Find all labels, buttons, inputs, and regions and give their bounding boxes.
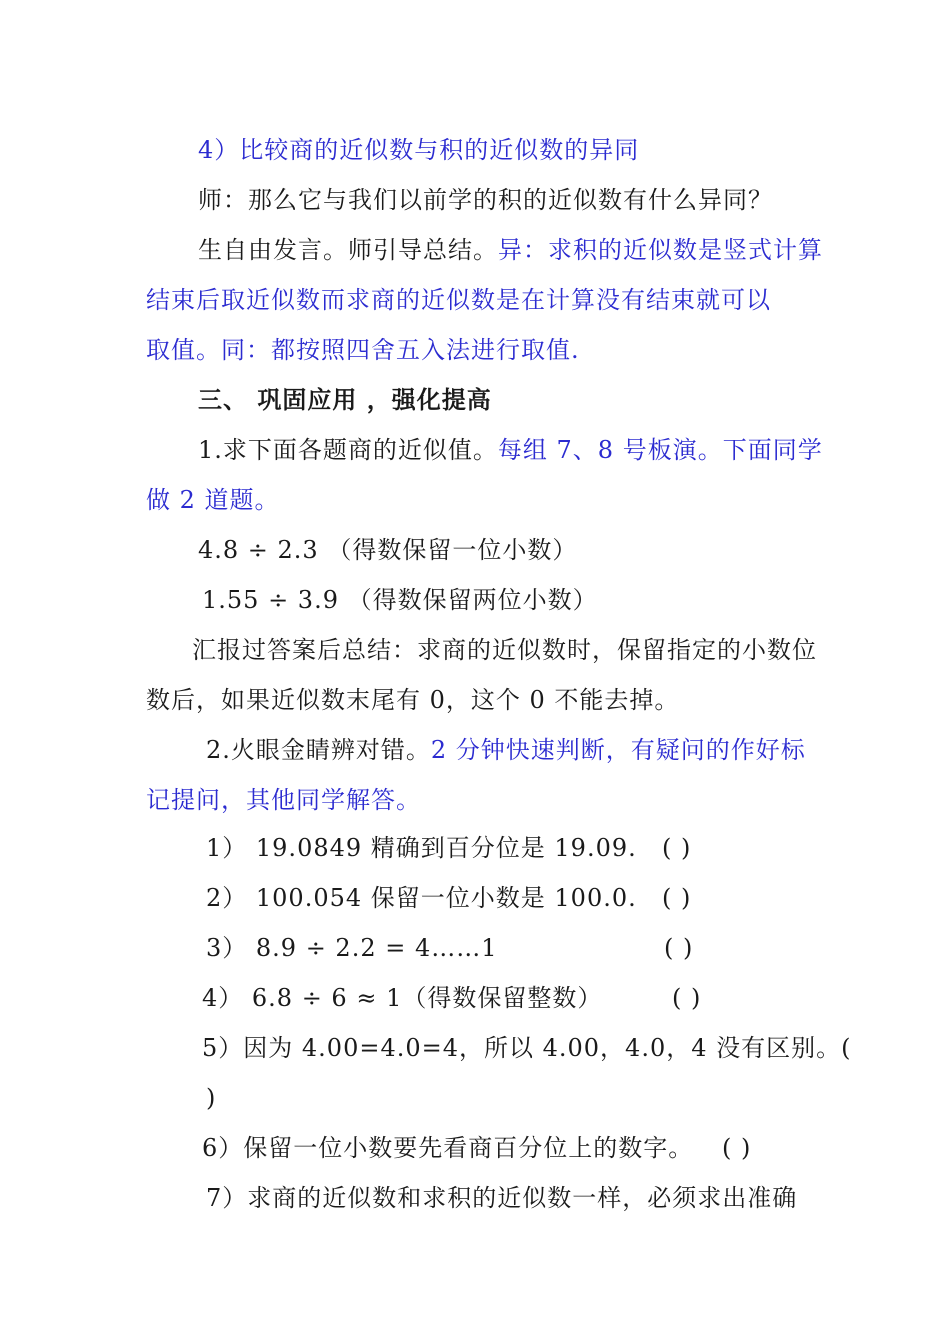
section-item-4: 4）比较商的近似数与积的近似数的异同 [198,136,640,164]
judgment-answer-4: ( ) [672,984,702,1012]
exercise-2-prompt: 2.火眼金睛辨对错。 [206,736,431,764]
student-discussion [198,234,823,266]
judgment-item-5: 5）因为 4.00=4.0=4，所以 4.00，4.0，4 没有区别。( [202,1034,852,1062]
report-summary: 汇报过答案后总结：求商的近似数时，保留指定的小数位 [192,636,817,664]
report-summary-cont: 数后，如果近似数末尾有 0，这个 0 不能去掉。 [146,686,680,714]
teacher-question: 师：那么它与我们以前学的积的近似数有什么异同？ [198,186,773,214]
judgment-item-4: 4） 6.8 ÷ 6 ≈ 1（得数保留整数） [202,984,603,1012]
exercise-1 [198,434,823,466]
exercise-1-note-cont: 做 2 道题。 [146,486,280,514]
judgment-answer-2: ( ) [662,884,692,912]
judgment-item-7: 7）求商的近似数和求积的近似数一样，必须求出准确 [206,1184,798,1212]
judgment-item-3: 3） 8.9 ÷ 2.2 = 4……1 [206,934,498,962]
section-heading: 三、 巩固应用 ，强化提高 [198,386,492,414]
student-discussion-intro: 生自由发言。师引导总结。 [198,236,498,264]
difference-summary-cont: 结束后取近似数而求商的近似数是在计算没有结束就可以 [146,286,771,314]
exercise-2-note: 2 分钟快速判断，有疑问的作好标 [430,736,806,764]
judgment-answer-6: ( ) [722,1134,752,1162]
exercise-2-note-cont: 记提问，其他同学解答。 [146,786,421,814]
judgment-item-1: 1） 19.0849 精确到百分位是 19.09. [206,834,637,862]
judgment-item-2: 2） 100.054 保留一位小数是 100.0. [206,884,637,912]
exercise-2 [206,734,806,766]
exercise-1-prompt: 1.求下面各题商的近似值。 [198,436,498,464]
division-problem-1: 4.8 ÷ 2.3 （得数保留一位小数） [198,536,578,564]
division-problem-2: 1.55 ÷ 3.9 （得数保留两位小数） [202,586,598,614]
difference-summary: 异：求积的近似数是竖式计算 [498,236,823,264]
judgment-item-5-cont: ) [206,1084,217,1112]
exercise-1-note: 每组 7、8 号板演。下面同学 [497,436,823,464]
judgment-answer-1: ( ) [662,834,692,862]
judgment-answer-3: ( ) [664,934,694,962]
similarity-summary: 取值。同：都按照四舍五入法进行取值. [146,336,580,364]
judgment-item-6: 6）保留一位小数要先看商百分位上的数字。 [202,1134,694,1162]
